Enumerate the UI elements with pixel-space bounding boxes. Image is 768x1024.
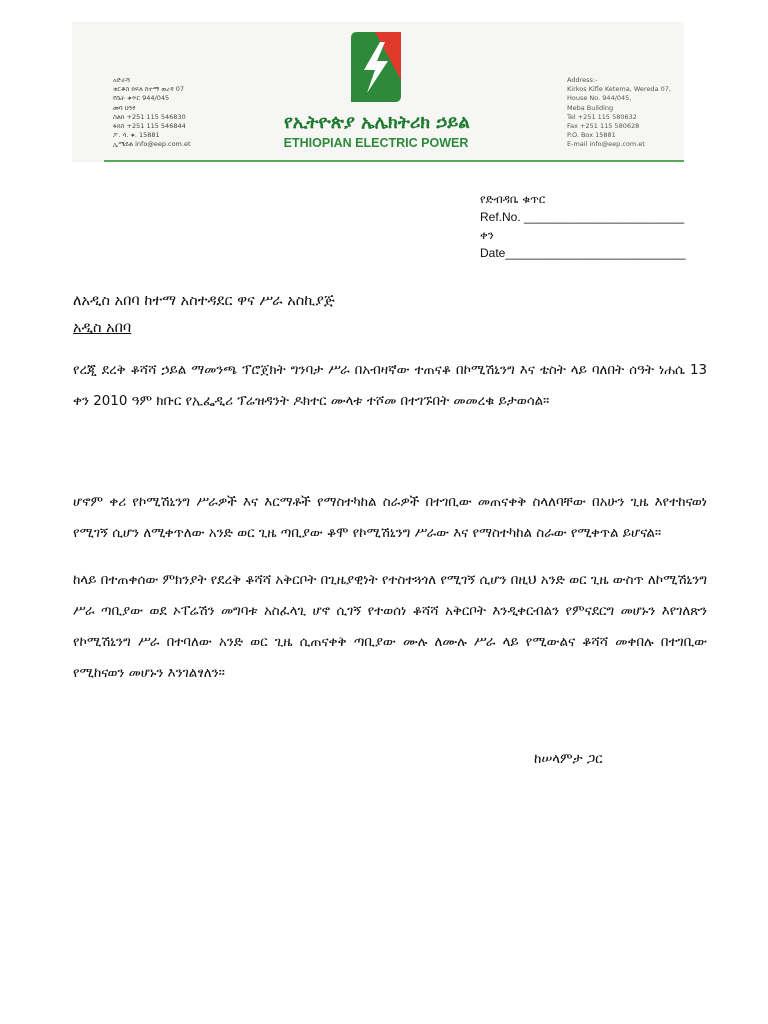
date-field: Date___________________________ — [480, 246, 686, 260]
addressee-city: አዲስ አበባ — [73, 320, 132, 336]
date-label-amharic: ቀን — [480, 228, 494, 242]
address-line: መባ ህንፃ — [113, 103, 136, 112]
closing-salutation: ከሠላምታ ጋር — [534, 752, 603, 767]
address-line: E-mail info@eep.com.et — [567, 140, 645, 149]
letterhead-divider — [104, 160, 684, 162]
body-paragraph-1: የረጂ ደረቅ ቆሻሻ ኃይል ማመንጫ ፕሮጀክት ግንባታ ሥራ በአብዛኛው ተጠናቆ በኮሚሽኒንግ እና ቴስት ላይ ባለበት ሰዓት ነሐሴ 13 ቀን 2010 ዓም ክቡር የኢፌዲሪ ፕሬዝዳንት ዶክተር ሙላቱ ተሾመ በተገኙበት መመረቁ ይታወሳል። — [73, 363, 707, 409]
ref-label-amharic: የድብዳቤ ቁጥር — [480, 192, 546, 206]
addressee-block — [73, 288, 693, 342]
address-line: ቂርቆስ ክፍለ ከተማ ወረዳ 07 — [113, 85, 184, 94]
address-line: House No. 944/045, — [567, 94, 632, 103]
body-paragraph-3: ከላይ በተጠቀሰው ምክንያት የደረቅ ቆሻሻ አቅርቦት በጊዜያዊነት የተስተጓጎለ የሚገኝ ሲሆን በዚህ አንድ ወር ጊዜ ውስጥ ለኮሚሽኒንግ ሥራ ጣቢያው ወደ ኦፐሬሽን መግባቱ አስፈላጊ ሆኖ ሲገኝ የተወሰነ ቆሻሻ አቅርቦት እንዲቀርብልን የምናደርግ መሆኑን እየገለጽን የኮሚሽኒንግ ሥራ በተባለው አንድ ወር ጊዜ ሲጠናቀቅ ጣቢያው ሙሉ ለሙሉ ሥራ ላይ የሚውልና ቆሻሻ መቀበሉ በተገቢው የሚከናወን መሆኑን እንገልፃለን። — [73, 573, 707, 681]
english-address-block — [567, 76, 687, 150]
address-line: ኢሜይል info@eep.com.et — [113, 140, 191, 149]
address-line: የቤት ቁጥር 944/045 — [113, 94, 170, 103]
address-line: P.O. Box 15881 — [567, 131, 616, 140]
lightning-bolt-icon — [347, 30, 403, 104]
address-line: Tel +251 115 580632 — [567, 112, 637, 121]
body-paragraph-2: ሆኖም ቀሪ የኮሚሽኒንግ ሥራዎች እና እርማቶች የማስተካከል ስራዎች በተገቢው መጠናቀቅ ስላለባቸው በአሁን ጊዜ እየተከናወነ የሚገኝ ሲሆን ለሚቀጥለው አንድ ወር ጊዜ ጣቢያው ቆሞ የኮሚሽኒንግ ሥራው እና የማስተካከል ስራው የሚቀጥል ይሆናል። — [73, 495, 707, 541]
organization-name-amharic: የኢትዮጵያ ኤሌክትሪክ ኃይል — [284, 112, 470, 133]
ref-number-field: Ref.No. ________________________ — [480, 210, 685, 224]
address-line: Address:- — [567, 76, 598, 84]
addressee-title: ለአዲስ አበባ ከተማ አስተዳደር ዋና ሥራ አስኪያጅ — [73, 293, 335, 309]
amharic-address-block — [113, 76, 243, 150]
address-line: ፖ. ሳ. ቁ. 15881 — [113, 131, 160, 140]
organization-name-english: ETHIOPIAN ELECTRIC POWER — [283, 136, 469, 150]
address-line: Meba Building — [567, 103, 614, 112]
address-line: ፋክስ +251 115 546844 — [113, 122, 186, 131]
reference-block — [480, 190, 686, 262]
address-line: አድራሻ — [113, 76, 131, 84]
address-line: ስልክ +251 115 546830 — [113, 112, 186, 121]
address-line: Kirkos Kifle Ketema, Wereda 07, — [567, 85, 671, 94]
address-line: Fax +251 115 580628 — [567, 122, 640, 131]
